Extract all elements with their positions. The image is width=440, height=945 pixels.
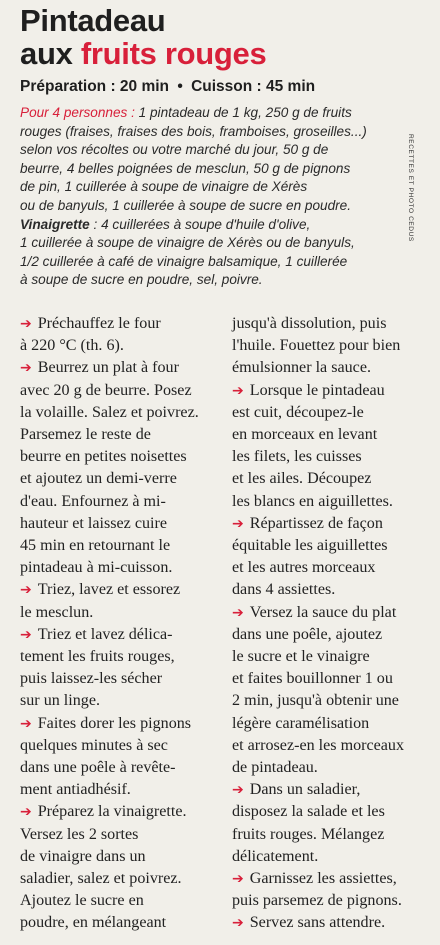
step-line: beurre en petites noisettes xyxy=(20,448,187,466)
step-line: dans une poêle, ajoutez xyxy=(232,625,383,643)
step-line: le sucre et le vinaigre xyxy=(232,648,370,666)
ingredients-lines2-line: 1/2 cuillerée à café de vinaigre balsamique, 1 cuillerée xyxy=(20,253,348,269)
step-line: ➔ Dans un saladier, xyxy=(232,779,428,801)
ingredients-lines2-line: à soupe de sucre en poudre, sel, poivre. xyxy=(20,272,263,288)
step-line: et les autres morceaux xyxy=(232,559,376,577)
step-line: et faites bouillonner 1 ou xyxy=(232,670,393,688)
step-line: de pintadeau. xyxy=(232,759,318,777)
step-line: quelques minutes à sec xyxy=(20,736,168,754)
step-line: à 220 °C (th. 6). xyxy=(20,337,124,355)
recipe-step xyxy=(232,380,428,513)
ingredients-lines1-text: 1 pintadeau de 1 kg, 250 g de fruits xyxy=(134,105,352,120)
step-line: puis parsemez de pignons. xyxy=(232,892,402,910)
step-line: disposez la salade et les xyxy=(232,803,385,821)
step-line: hauteur et laissez cuire xyxy=(20,514,168,532)
recipe-step xyxy=(20,624,225,713)
cook-time: Cuisson : 45 min xyxy=(191,78,316,95)
step-line: ➔ Préchauffez le four xyxy=(20,313,225,335)
step-line: avec 20 g de beurre. Posez xyxy=(20,381,192,399)
step-line: légère caramélisation xyxy=(232,714,370,732)
step-line: Parsemez le reste de xyxy=(20,426,151,444)
arrow-icon: ➔ xyxy=(20,582,32,599)
recipe-step xyxy=(20,713,225,802)
step-line: dans une poêle à revête- xyxy=(20,759,176,777)
step-line: et arrosez-en les morceaux xyxy=(232,736,405,754)
step-line: est cuit, découpez-le xyxy=(232,403,364,421)
arrow-icon: ➔ xyxy=(232,915,244,932)
ingredients-lines1-line: de pin, 1 cuillerée à soupe de vinaigre de Xérès xyxy=(20,179,308,195)
title-line-2 xyxy=(20,37,266,70)
title-prefix: aux xyxy=(20,36,73,71)
servings-label: Pour 4 personnes : xyxy=(20,105,135,120)
step-line: en morceaux en levant xyxy=(232,426,378,444)
steps-right-column xyxy=(232,313,428,935)
arrow-icon: ➔ xyxy=(232,782,244,799)
step-line: 2 min, jusqu'à obtenir une xyxy=(232,692,399,710)
step-line: l'huile. Fouettez pour bien xyxy=(232,337,401,355)
step-line: les blancs en aiguillettes. xyxy=(232,492,393,510)
recipe-step xyxy=(232,779,428,868)
arrow-icon: ➔ xyxy=(232,871,244,888)
step-line: ➔ Triez, lavez et essorez xyxy=(20,579,225,601)
step-line: ment antiadhésif. xyxy=(20,781,131,799)
times-separator: • xyxy=(177,78,183,95)
title-highlight: fruits rouges xyxy=(80,36,267,71)
recipe-step xyxy=(20,579,225,623)
recipe-step xyxy=(232,313,428,380)
arrow-icon: ➔ xyxy=(232,604,244,621)
step-line: Versez les 2 sortes xyxy=(20,825,139,843)
steps-left-column xyxy=(20,313,225,935)
arrow-icon: ➔ xyxy=(232,382,244,399)
step-line: émulsionner la sauce. xyxy=(232,359,371,377)
recipe-title xyxy=(20,4,266,70)
ingredients-block xyxy=(20,104,425,290)
step-line: 45 min en retournant le xyxy=(20,537,171,555)
vinaigrette-label: Vinaigrette xyxy=(20,216,90,232)
ingredients-lines1-line: beurre, 4 belles poignées de mesclun, 50 g de pignons xyxy=(20,160,351,176)
step-line: sur un linge. xyxy=(20,692,101,710)
photo-credit: RECETTES ET PHOTO CEDUS xyxy=(407,134,414,242)
step-line: poudre, en mélangeant xyxy=(20,914,167,932)
ingredients-lines2-line: 1 cuillerée à soupe de vinaigre de Xérès ou de banyuls, xyxy=(20,235,355,251)
step-line: d'eau. Enfournez à mi- xyxy=(20,492,166,510)
step-line: fruits rouges. Mélangez xyxy=(232,825,385,843)
step-line: pintadeau à mi-cuisson. xyxy=(20,559,173,577)
ingredients-lines1-line: selon vos récoltes ou votre marché du jour, 50 g de xyxy=(20,142,329,158)
step-line: saladier, salez et poivrez. xyxy=(20,870,182,888)
ingredients-lines1-line xyxy=(20,104,425,123)
arrow-icon: ➔ xyxy=(20,715,32,732)
step-line: ➔ Triez et lavez délica- xyxy=(20,624,225,646)
arrow-icon: ➔ xyxy=(20,804,32,821)
step-line: ➔ Répartissez de façon xyxy=(232,513,428,535)
step-line: ➔ Faites dorer les pignons xyxy=(20,713,225,735)
step-line: ➔ Versez la sauce du plat xyxy=(232,602,428,624)
step-line: ➔ Garnissez les assiettes, xyxy=(232,868,428,890)
step-line: et les ailes. Découpez xyxy=(232,470,372,488)
ingredients-lines1-line: rouges (fraises, fraises des bois, framboises, groseilles...) xyxy=(20,123,367,139)
step-line: ➔ Servez sans attendre. xyxy=(232,912,428,934)
step-line: le mesclun. xyxy=(20,603,94,621)
arrow-icon: ➔ xyxy=(20,360,32,377)
ingredients-lines2-line xyxy=(20,216,425,235)
recipe-step xyxy=(232,912,428,934)
step-line: la volaille. Salez et poivrez. xyxy=(20,403,199,421)
step-line: équitable les aiguillettes xyxy=(232,537,388,555)
step-line: jusqu'à dissolution, puis xyxy=(232,315,387,332)
step-line: dans 4 assiettes. xyxy=(232,581,336,599)
step-line: les filets, les cuisses xyxy=(232,448,362,466)
recipe-step xyxy=(232,513,428,602)
ingredients-lines2-text: : 4 cuillerées à soupe d'huile d'olive, xyxy=(89,216,311,232)
arrow-icon: ➔ xyxy=(20,626,32,643)
step-line: Ajoutez le sucre en xyxy=(20,892,144,910)
recipe-step xyxy=(20,313,225,357)
step-line: ➔ Beurrez un plat à four xyxy=(20,357,225,379)
prep-time: Préparation : 20 min xyxy=(20,78,170,95)
recipe-step xyxy=(20,357,225,579)
step-line: et ajoutez un demi-verre xyxy=(20,470,177,488)
recipe-step xyxy=(232,868,428,912)
step-line: ➔ Lorsque le pintadeau xyxy=(232,380,428,402)
ingredients-lines1-line: ou de banyuls, 1 cuillerée à soupe de sucre en poudre. xyxy=(20,197,352,213)
recipe-step xyxy=(232,602,428,780)
title-line-1: Pintadeau xyxy=(20,3,166,38)
arrow-icon: ➔ xyxy=(20,316,32,332)
step-line: tement les fruits rouges, xyxy=(20,648,175,666)
recipe-step xyxy=(20,801,225,934)
arrow-icon: ➔ xyxy=(232,515,244,532)
step-line: de vinaigre dans un xyxy=(20,847,146,865)
recipe-times xyxy=(20,78,315,96)
step-line: délicatement. xyxy=(232,847,319,865)
step-line: ➔ Préparez la vinaigrette. xyxy=(20,801,225,823)
step-line: puis laissez-les sécher xyxy=(20,670,163,688)
